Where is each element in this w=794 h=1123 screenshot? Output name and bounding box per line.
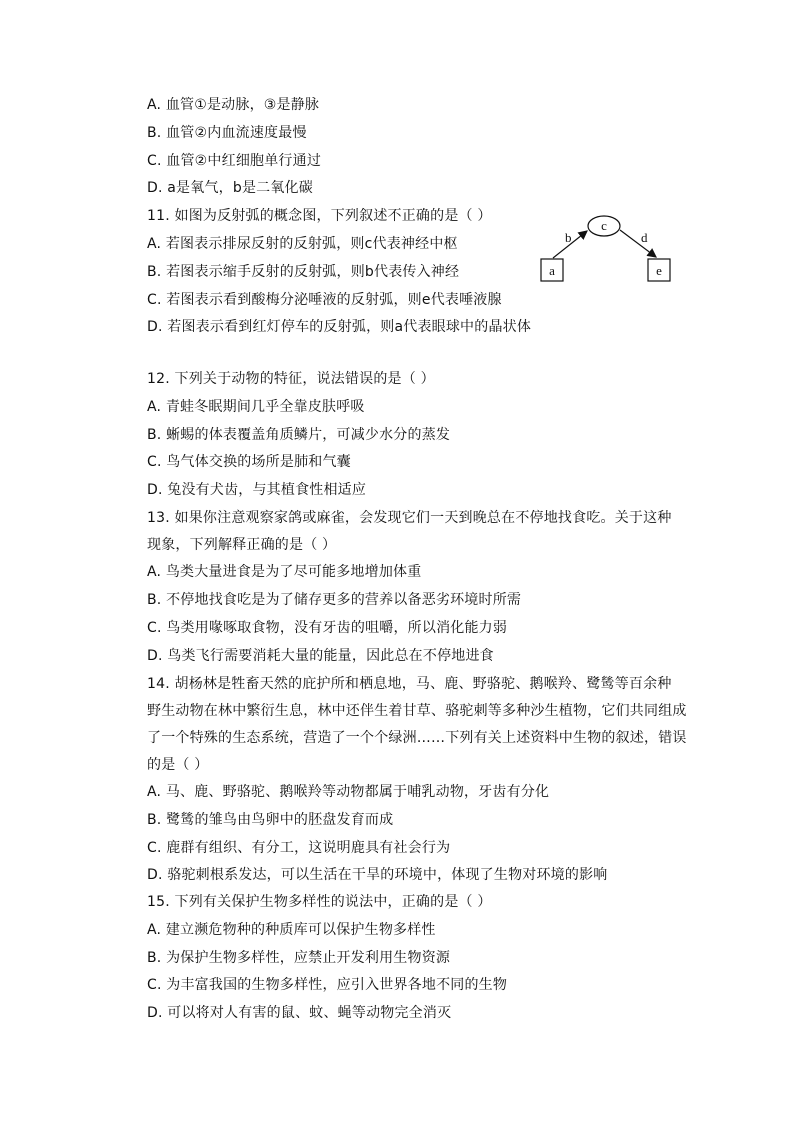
q13-option-a: A. 鸟类大量进食是为了尽可能多地增加体重 xyxy=(147,564,422,580)
q15-stem: 15. 下列有关保护生物多样性的说法中，正确的是（ ） xyxy=(147,894,492,910)
q13-stem-line2: 现象，下列解释正确的是（ ） xyxy=(147,537,337,553)
diagram-node-e-label: e xyxy=(656,263,662,278)
diagram-arrow-d xyxy=(620,230,656,257)
q14-option-c: C. 鹿群有组织、有分工，这说明鹿具有社会行为 xyxy=(147,840,451,856)
q11-option-b: B. 若图表示缩手反射的反射弧，则b代表传入神经 xyxy=(147,264,460,280)
diagram-node-a-label: a xyxy=(549,263,555,278)
diagram-label-d: d xyxy=(641,230,648,245)
q10-option-c: C. 血管②中红细胞单行通过 xyxy=(147,153,322,169)
q13-option-d: D. 鸟类飞行需要消耗大量的能量，因此总在不停地进食 xyxy=(147,648,494,664)
diagram-label-b: b xyxy=(565,230,572,245)
q15-option-d: D. 可以将对人有害的鼠、蚊、蝇等动物完全消灭 xyxy=(147,1005,452,1021)
q14-option-a: A. 马、鹿、野骆驼、鹅喉羚等动物都属于哺乳动物，牙齿有分化 xyxy=(147,784,550,800)
q14-option-d: D. 骆驼刺根系发达，可以生活在干旱的环境中，体现了生物对环境的影响 xyxy=(147,867,608,883)
q12-option-c: C. 鸟气体交换的场所是肺和气囊 xyxy=(147,454,351,470)
q10-option-a: A. 血管①是动脉，③是静脉 xyxy=(147,97,320,113)
q12-stem: 12. 下列关于动物的特征，说法错误的是（ ） xyxy=(147,371,435,387)
q12-option-a: A. 青蛙冬眠期间几乎全靠皮肤呼吸 xyxy=(147,399,365,415)
q14-stem-line3: 了一个特殊的生态系统，营造了一个个绿洲……下列有关上述资料中生物的叙述，错误 xyxy=(147,730,687,746)
reflex-arc-diagram xyxy=(535,212,685,292)
q11-option-a: A. 若图表示排尿反射的反射弧，则c代表神经中枢 xyxy=(147,236,458,252)
q15-option-b: B. 为保护生物多样性，应禁止开发利用生物资源 xyxy=(147,950,451,966)
q14-stem-line4: 的是（ ） xyxy=(147,757,209,773)
q11-option-c: C. 若图表示看到酸梅分泌唾液的反射弧，则e代表唾液腺 xyxy=(147,292,502,308)
q14-stem-line2: 野生动物在林中繁衍生息，林中还伴生着甘草、骆驼刺等多种沙生植物，它们共同组成 xyxy=(147,703,687,719)
q11-option-d: D. 若图表示看到红灯停车的反射弧，则a代表眼球中的晶状体 xyxy=(147,319,532,335)
q15-option-c: C. 为丰富我国的生物多样性，应引入世界各地不同的生物 xyxy=(147,977,508,993)
q13-stem-line1: 13. 如果你注意观察家鸽或麻雀，会发现它们一天到晚总在不停地找食吃。关于这种 xyxy=(147,510,672,526)
diagram-node-c-label: c xyxy=(601,218,607,233)
q11-stem: 11. 如图为反射弧的概念图，下列叙述不正确的是（ ） xyxy=(147,208,492,224)
q13-option-c: C. 鸟类用喙啄取食物，没有牙齿的咀嚼，所以消化能力弱 xyxy=(147,620,508,636)
q13-option-b: B. 不停地找食吃是为了储存更多的营养以备恶劣环境时所需 xyxy=(147,592,522,608)
q15-option-a: A. 建立濒危物种的种质库可以保护生物多样性 xyxy=(147,922,436,938)
q14-option-b: B. 鹭鸶的雏鸟由鸟卵中的胚盘发育而成 xyxy=(147,812,394,828)
q14-stem-line1: 14. 胡杨林是牲畜天然的庇护所和栖息地，马、鹿、野骆驼、鹅喉羚、鹭鸶等百余种 xyxy=(147,676,672,692)
q10-option-b: B. 血管②内血流速度最慢 xyxy=(147,125,307,141)
q12-option-d: D. 兔没有犬齿，与其植食性相适应 xyxy=(147,482,367,498)
q10-option-d: D. a是氧气，b是二氧化碳 xyxy=(147,180,313,196)
q12-option-b: B. 蜥蜴的体表覆盖角质鳞片，可减少水分的蒸发 xyxy=(147,427,451,443)
